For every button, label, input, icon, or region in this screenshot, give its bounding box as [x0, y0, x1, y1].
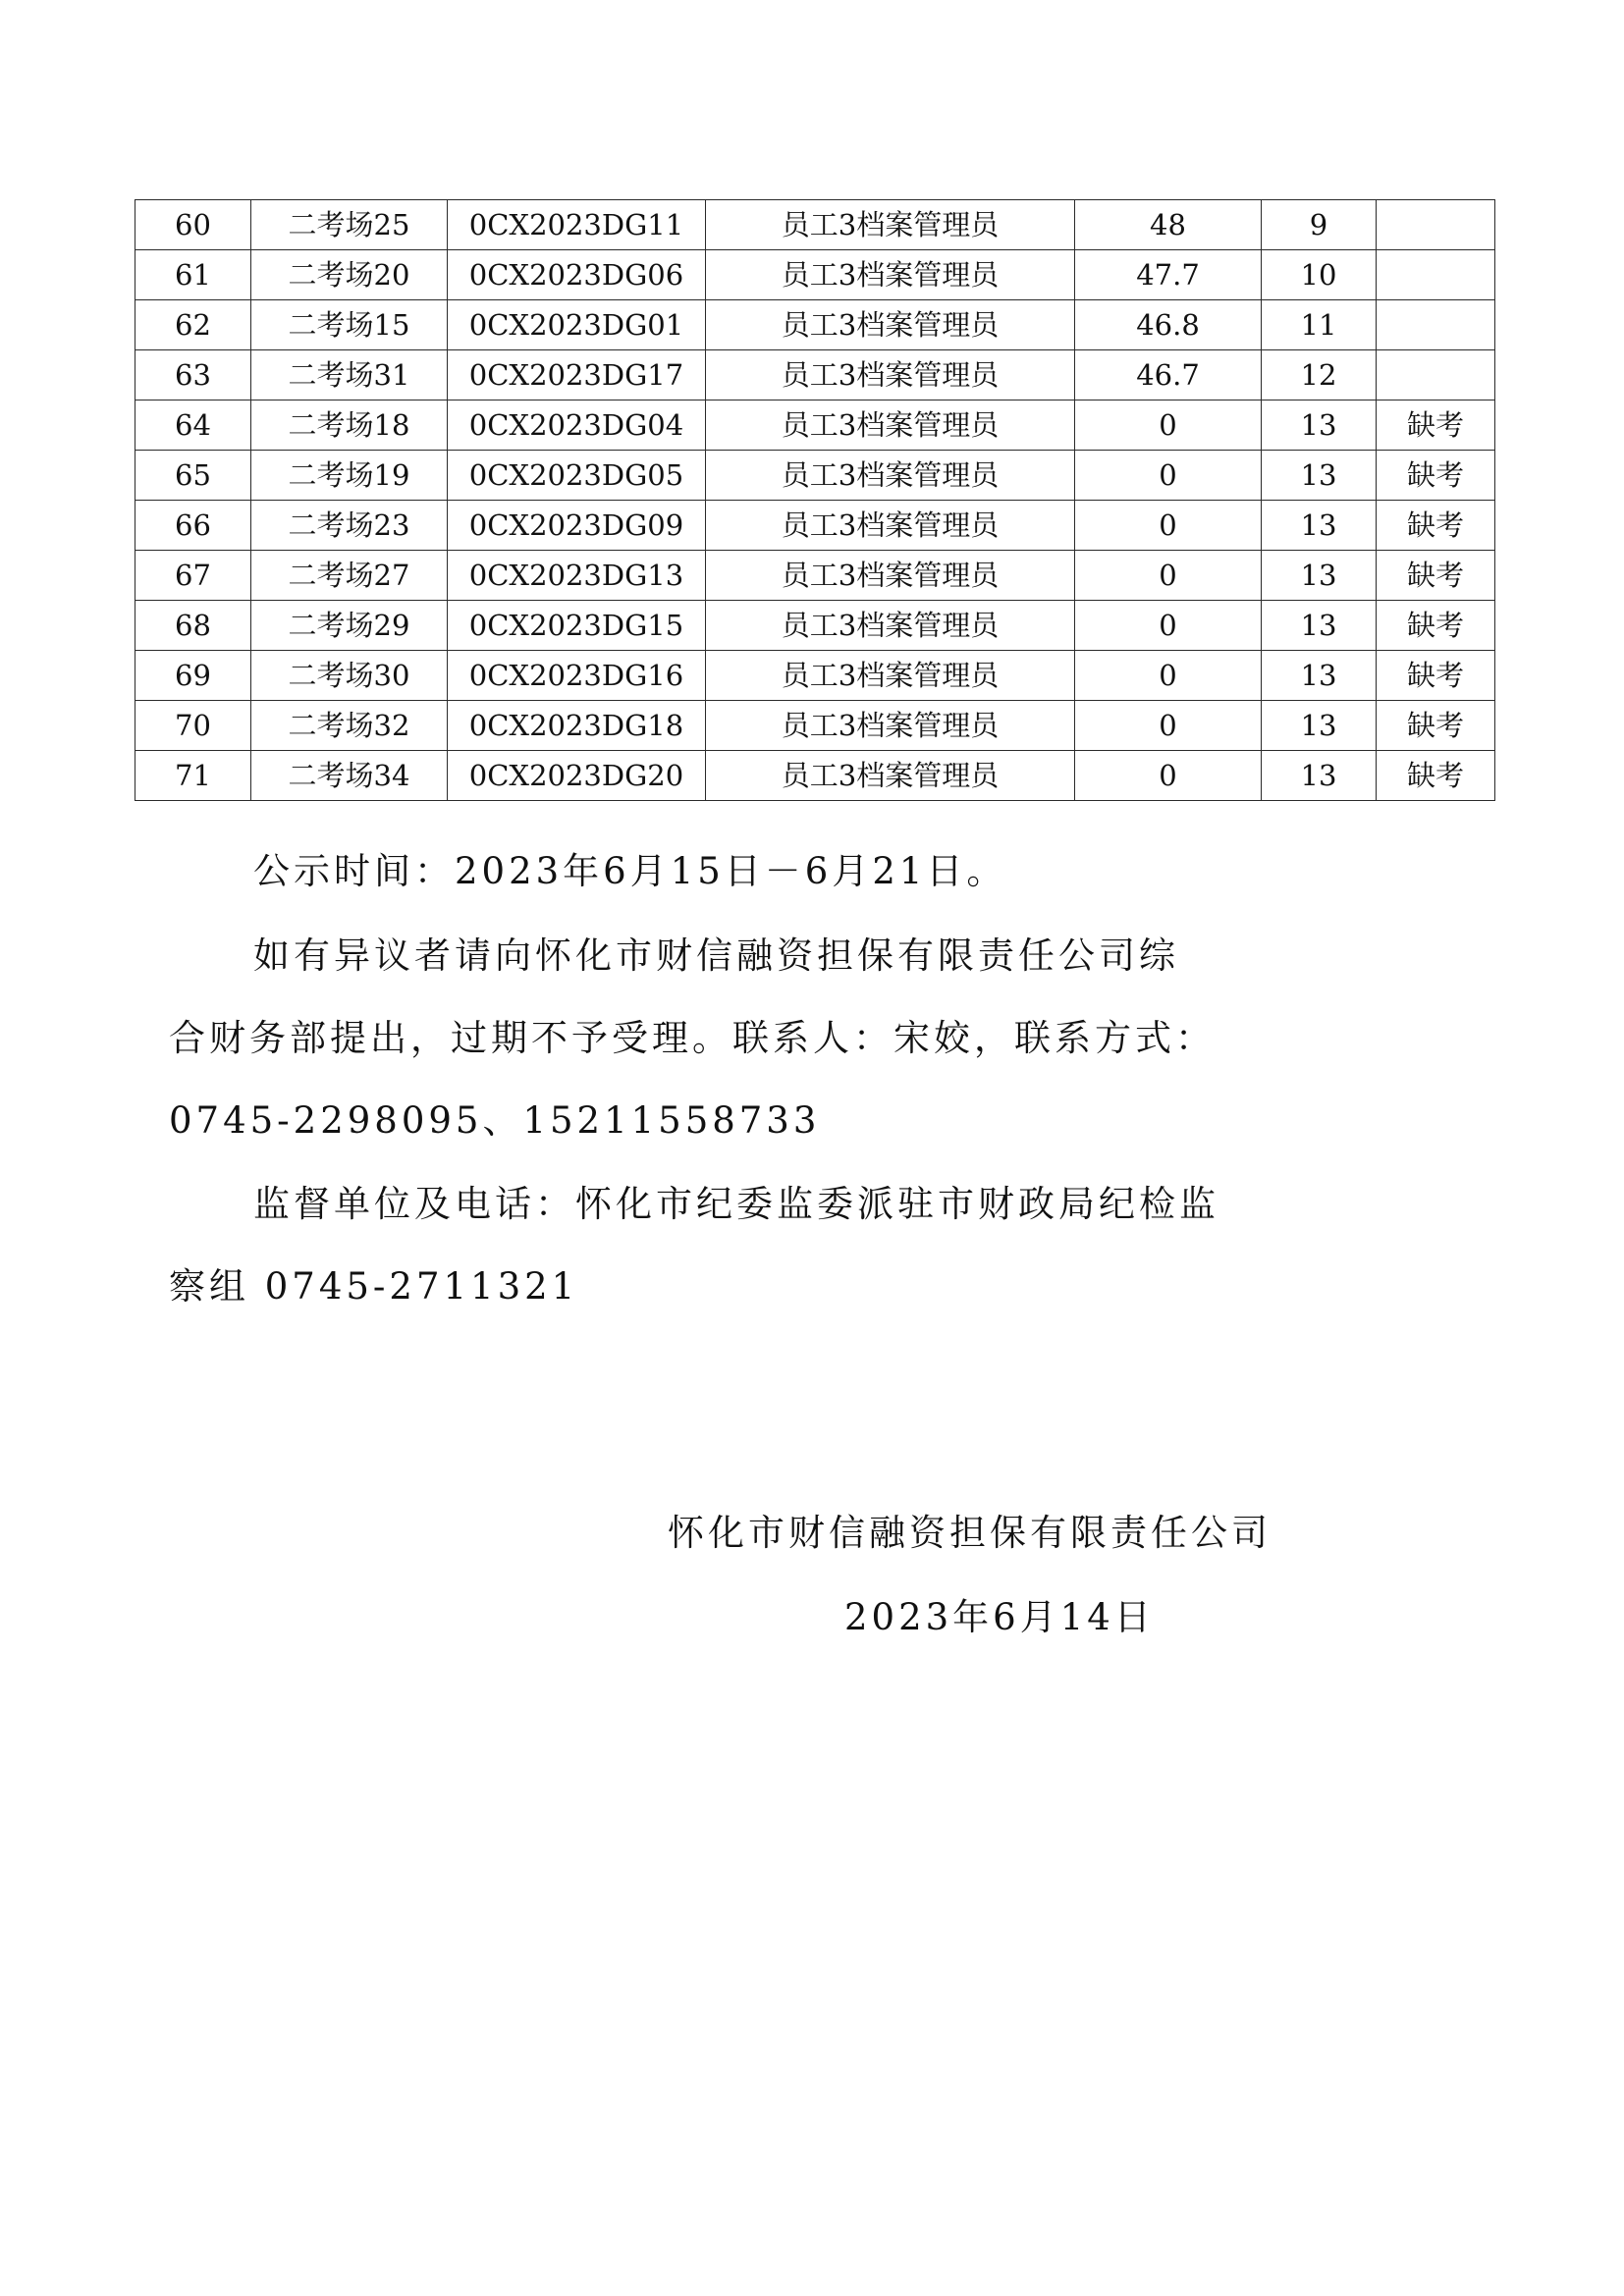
notice-supervision	[169, 1163, 1392, 1328]
cell-ticket-number: 0CX2023DG20	[448, 751, 706, 801]
table-row	[135, 250, 1495, 300]
cell-ticket-number: 0CX2023DG01	[448, 300, 706, 350]
cell-seq: 62	[135, 300, 251, 350]
table-row	[135, 350, 1495, 400]
cell-position: 员工3档案管理员	[706, 200, 1075, 250]
cell-score: 46.7	[1075, 350, 1262, 400]
signature-date: 2023年6月14日	[844, 1596, 1155, 1638]
cell-seq: 66	[135, 501, 251, 551]
cell-score: 0	[1075, 551, 1262, 601]
cell-exam-room: 二考场31	[251, 350, 448, 400]
cell-exam-room: 二考场19	[251, 451, 448, 501]
cell-position: 员工3档案管理员	[706, 651, 1075, 701]
cell-rank: 13	[1262, 501, 1377, 551]
cell-rank: 13	[1262, 551, 1377, 601]
table-row	[135, 400, 1495, 451]
cell-exam-room: 二考场20	[251, 250, 448, 300]
cell-seq: 67	[135, 551, 251, 601]
cell-ticket-number: 0CX2023DG15	[448, 601, 706, 651]
cell-rank: 13	[1262, 651, 1377, 701]
notice-objection-line1: 如有异议者请向怀化市财信融资担保有限责任公司综	[253, 934, 1179, 977]
cell-rank: 13	[1262, 601, 1377, 651]
cell-seq: 63	[135, 350, 251, 400]
cell-position: 员工3档案管理员	[706, 350, 1075, 400]
cell-ticket-number: 0CX2023DG11	[448, 200, 706, 250]
cell-score: 0	[1075, 400, 1262, 451]
results-table	[135, 199, 1495, 801]
cell-position: 员工3档案管理员	[706, 451, 1075, 501]
cell-score: 48	[1075, 200, 1262, 250]
cell-ticket-number: 0CX2023DG09	[448, 501, 706, 551]
cell-exam-room: 二考场25	[251, 200, 448, 250]
cell-seq: 61	[135, 250, 251, 300]
signature-company: 怀化市财信融资担保有限责任公司	[668, 1512, 1272, 1554]
cell-rank: 11	[1262, 300, 1377, 350]
cell-remark	[1377, 200, 1495, 250]
cell-remark: 缺考	[1377, 601, 1495, 651]
cell-seq: 70	[135, 701, 251, 751]
cell-seq: 68	[135, 601, 251, 651]
cell-rank: 13	[1262, 701, 1377, 751]
notice-period-text: 公示时间：2023年6月15日－6月21日。	[253, 850, 1007, 892]
table-row	[135, 751, 1495, 801]
notice-supervision-line2: 察组 0745-2711321	[169, 1265, 579, 1308]
cell-ticket-number: 0CX2023DG04	[448, 400, 706, 451]
cell-position: 员工3档案管理员	[706, 250, 1075, 300]
cell-score: 0	[1075, 601, 1262, 651]
cell-remark: 缺考	[1377, 451, 1495, 501]
cell-exam-room: 二考场15	[251, 300, 448, 350]
cell-seq: 60	[135, 200, 251, 250]
cell-position: 员工3档案管理员	[706, 501, 1075, 551]
cell-score: 46.8	[1075, 300, 1262, 350]
cell-exam-room: 二考场32	[251, 701, 448, 751]
cell-position: 员工3档案管理员	[706, 400, 1075, 451]
cell-seq: 69	[135, 651, 251, 701]
cell-rank: 13	[1262, 751, 1377, 801]
table-row	[135, 451, 1495, 501]
table-row	[135, 300, 1495, 350]
cell-ticket-number: 0CX2023DG18	[448, 701, 706, 751]
cell-ticket-number: 0CX2023DG13	[448, 551, 706, 601]
cell-remark: 缺考	[1377, 400, 1495, 451]
cell-score: 0	[1075, 651, 1262, 701]
notice-period	[253, 830, 1392, 913]
notice-supervision-line1: 监督单位及电话：怀化市纪委监委派驻市财政局纪检监	[253, 1183, 1219, 1225]
table-row	[135, 551, 1495, 601]
cell-score: 0	[1075, 751, 1262, 801]
cell-remark: 缺考	[1377, 701, 1495, 751]
cell-remark	[1377, 300, 1495, 350]
cell-score: 0	[1075, 701, 1262, 751]
cell-seq: 65	[135, 451, 251, 501]
cell-rank: 12	[1262, 350, 1377, 400]
cell-seq: 71	[135, 751, 251, 801]
cell-position: 员工3档案管理员	[706, 601, 1075, 651]
cell-exam-room: 二考场34	[251, 751, 448, 801]
notice-objection-line2: 合财务部提出，过期不予受理。联系人：宋姣，联系方式：	[169, 1017, 1216, 1059]
table-row	[135, 501, 1495, 551]
cell-position: 员工3档案管理员	[706, 751, 1075, 801]
cell-rank: 13	[1262, 451, 1377, 501]
cell-exam-room: 二考场30	[251, 651, 448, 701]
table-row	[135, 701, 1495, 751]
cell-score: 0	[1075, 451, 1262, 501]
notice-objection-line3: 0745-2298095、15211558733	[169, 1099, 821, 1142]
cell-exam-room: 二考场18	[251, 400, 448, 451]
cell-position: 员工3档案管理员	[706, 701, 1075, 751]
notice-objection	[169, 915, 1392, 1162]
results-table-body	[135, 200, 1495, 801]
cell-position: 员工3档案管理员	[706, 300, 1075, 350]
cell-ticket-number: 0CX2023DG16	[448, 651, 706, 701]
cell-ticket-number: 0CX2023DG06	[448, 250, 706, 300]
cell-exam-room: 二考场27	[251, 551, 448, 601]
cell-exam-room: 二考场23	[251, 501, 448, 551]
table-row	[135, 601, 1495, 651]
cell-remark	[1377, 350, 1495, 400]
cell-rank: 10	[1262, 250, 1377, 300]
cell-score: 0	[1075, 501, 1262, 551]
cell-remark: 缺考	[1377, 501, 1495, 551]
cell-remark: 缺考	[1377, 651, 1495, 701]
cell-seq: 64	[135, 400, 251, 451]
table-row	[135, 200, 1495, 250]
table-row	[135, 651, 1495, 701]
cell-ticket-number: 0CX2023DG17	[448, 350, 706, 400]
cell-remark: 缺考	[1377, 751, 1495, 801]
cell-position: 员工3档案管理员	[706, 551, 1075, 601]
cell-score: 47.7	[1075, 250, 1262, 300]
cell-remark	[1377, 250, 1495, 300]
cell-remark: 缺考	[1377, 551, 1495, 601]
cell-rank: 13	[1262, 400, 1377, 451]
cell-exam-room: 二考场29	[251, 601, 448, 651]
cell-rank: 9	[1262, 200, 1377, 250]
cell-ticket-number: 0CX2023DG05	[448, 451, 706, 501]
